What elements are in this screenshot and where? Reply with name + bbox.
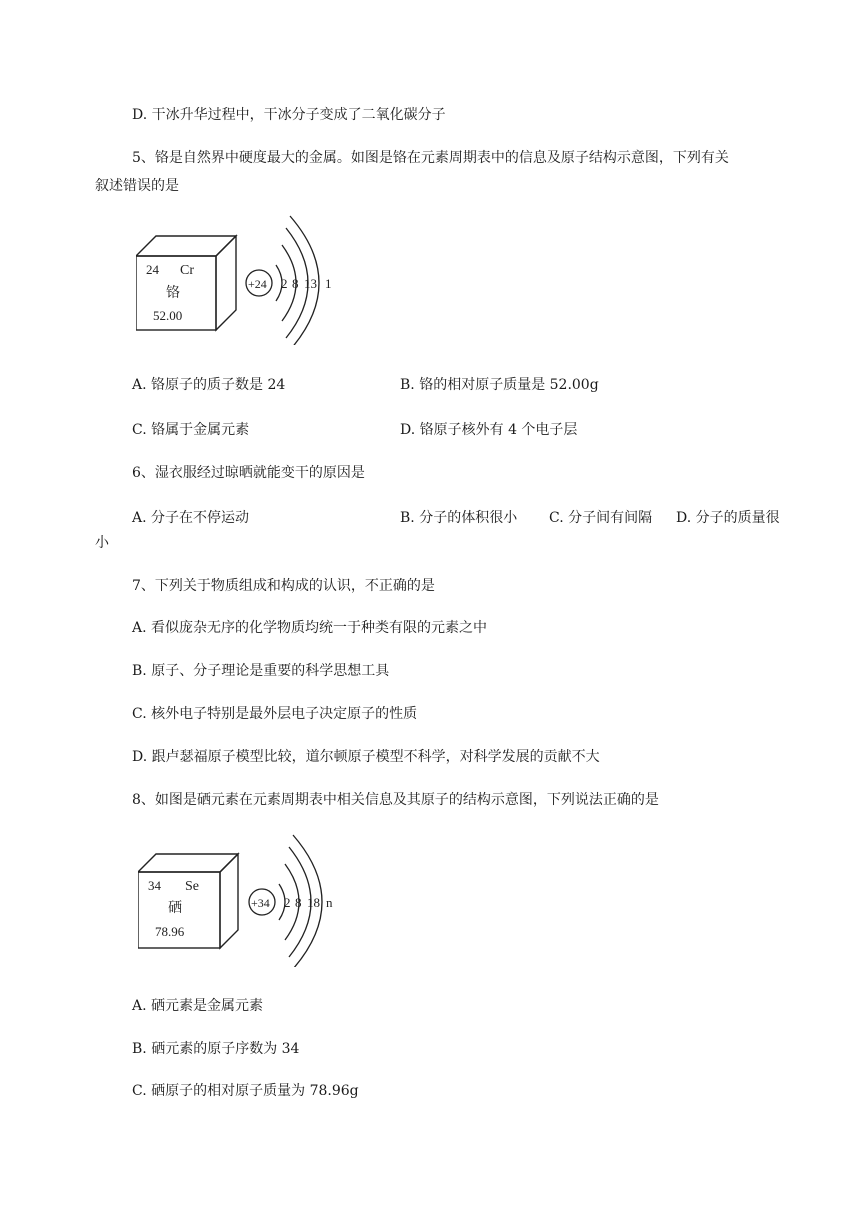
cr-shell-4-count: 1: [325, 276, 332, 291]
q7-option-a: A. 看似庞杂无序的化学物质均统一于种类有限的元素之中: [132, 620, 488, 636]
se-atomic-number: 34: [148, 878, 161, 893]
q5-option-b: B. 铬的相对原子质量是 52.00g: [400, 377, 599, 393]
q6-option-c: C. 分子间有间隔: [549, 510, 653, 526]
cr-shell-3-count: 13: [304, 276, 317, 291]
cr-nucleus-charge: +24: [248, 277, 267, 291]
cr-name: 铬: [166, 286, 180, 301]
q6-option-b: B. 分子的体积很小: [400, 510, 518, 526]
q5-stem-line1: 5、铬是自然界中硬度最大的金属。如图是铬在元素周期表中的信息及原子结构示意图，下列有关: [132, 150, 729, 166]
se-shell-1-count: 2: [284, 895, 291, 910]
cr-shell-2-count: 8: [292, 276, 299, 291]
cr-atomic-number: 24: [146, 262, 159, 277]
q5-option-a: A. 铬原子的质子数是 24: [132, 377, 286, 393]
se-name: 硒: [168, 901, 182, 916]
q8-option-c: C. 硒原子的相对原子质量为 78.96g: [132, 1083, 359, 1099]
se-nucleus-charge: +34: [251, 896, 270, 910]
q7-option-d: D. 跟卢瑟福原子模型比较，道尔顿原子模型不科学，对科学发展的贡献不大: [132, 749, 600, 765]
q5-option-c: C. 铬属于金属元素: [132, 422, 250, 438]
q5-option-d: D. 铬原子核外有 4 个电子层: [400, 422, 578, 438]
cr-symbol: Cr: [180, 263, 194, 278]
cr-atomic-mass: 52.00: [153, 308, 183, 323]
se-shell-4-count: n: [326, 895, 333, 910]
q7-option-b: B. 原子、分子理论是重要的科学思想工具: [132, 663, 390, 679]
se-symbol: Se: [185, 879, 199, 894]
selenium-figure: [138, 832, 358, 967]
q5-stem-line2: 叙述错误的是: [95, 178, 179, 194]
q6-option-d: D. 分子的质量很: [676, 510, 780, 526]
selenium-diagram: [138, 832, 358, 967]
se-shell-2-count: 8: [295, 895, 302, 910]
chromium-figure: [136, 210, 356, 345]
q8-option-a: A. 硒元素是金属元素: [132, 998, 264, 1014]
q7-option-c: C. 核外电子特别是最外层电子决定原子的性质: [132, 706, 418, 722]
chromium-diagram: [136, 210, 356, 345]
q8-option-b: B. 硒元素的原子序数为 34: [132, 1041, 300, 1057]
se-atomic-mass: 78.96: [155, 924, 185, 939]
q7-stem: 7、下列关于物质组成和构成的认识，不正确的是: [132, 578, 435, 594]
q6-stem: 6、湿衣服经过晾晒就能变干的原因是: [132, 465, 365, 481]
q8-stem: 8、如图是硒元素在元素周期表中相关信息及其原子的结构示意图，下列说法正确的是: [132, 792, 659, 808]
cr-shell-1-count: 2: [281, 276, 288, 291]
q4-option-d: D. 干冰升华过程中，干冰分子变成了二氧化碳分子: [132, 107, 446, 123]
q6-option-a: A. 分子在不停运动: [132, 510, 250, 526]
q6-option-d-wrap: 小: [95, 535, 109, 551]
se-shell-3-count: 18: [307, 895, 320, 910]
